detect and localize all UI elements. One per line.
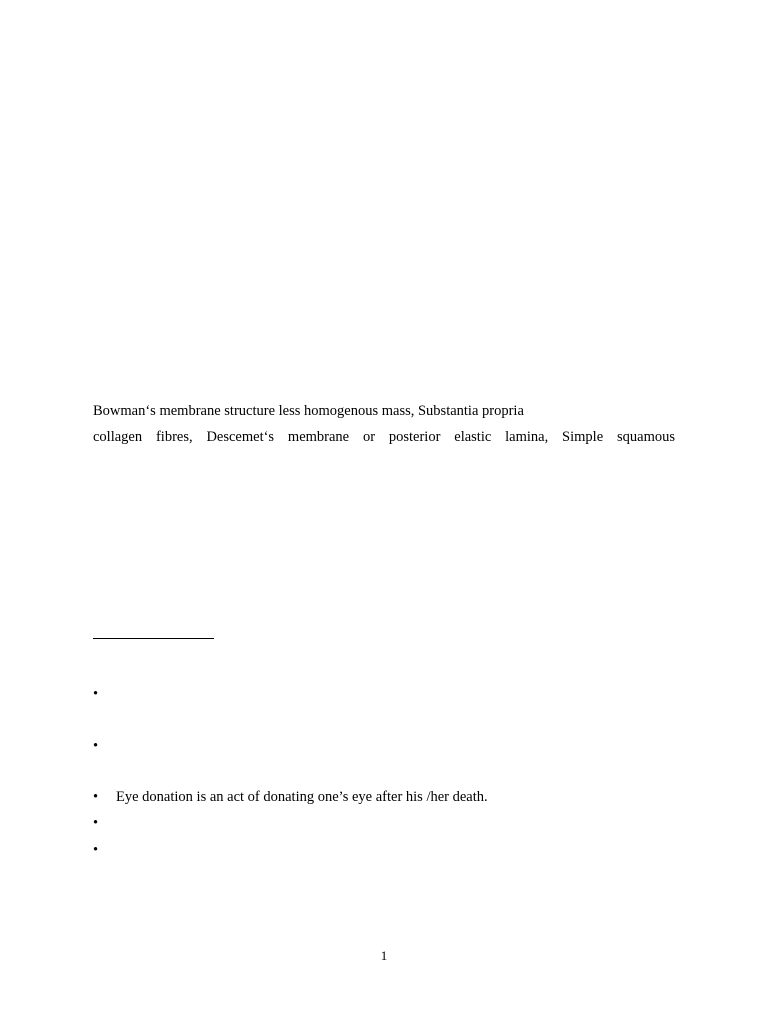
bullet-icon: • (93, 815, 99, 831)
bullet-icon: • (93, 842, 99, 858)
list-item-text: Eye donation is an act of donating one’s eye after his /her death. (116, 789, 488, 805)
footnote-separator (93, 638, 214, 639)
paragraph-line-1: Bowman‘s membrane structure less homogenous mass, Substantia propria (93, 403, 524, 419)
bullet-icon: • (93, 686, 99, 702)
bullet-icon: • (93, 789, 99, 805)
bullet-icon: • (93, 738, 99, 754)
page-number: 1 (380, 948, 388, 963)
paragraph-line-2: collagen fibres, Descemet‘s membrane or posterior elastic lamina, Simple squamous (93, 429, 675, 445)
